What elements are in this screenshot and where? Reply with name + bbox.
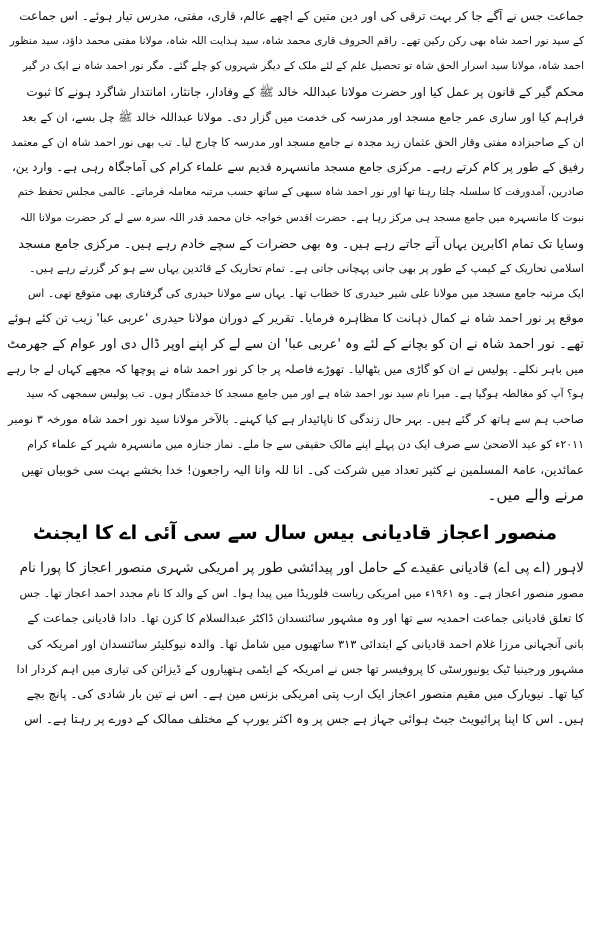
text-line: ایک مرتبہ جامع مسجد میں مولانا علی شیر حیدری کا خطاب تھا۔ یہاں سے مولانا حیدری کی گرفتاری بھی متوقع تھی۔ اس — [27, 287, 584, 301]
text-line: بانی آنجہانی مرزا غلام احمد قادیانی کے ابتدائی ۳۱۳ ساتھیوں میں شامل تھا۔ والدہ نیوکلیئر سائنسدان اور امریکہ کی — [27, 636, 584, 651]
text-line: عمائدین، عامۃ المسلمین نے کثیر تعداد میں شرکت کی۔ انا للہ وانا الیہ راجعون! خدا بخشے بہت سی خوبیاں تھیں — [21, 462, 584, 477]
text-line: احمد شاہ، مولانا سید اسرار الحق شاہ تو تحصیل علم کے لئے ملک کے دیگر شہروں کو چلے گئے۔ مگر نور احمد شاہ نے ایک در گیر — [22, 60, 584, 73]
text-line: فراہم کیا اور ساری عمر جامع مسجد اور مدرسہ کی خدمت میں گزار دی۔ مولانا عبداللہ خالد ﷺ چل بسے، ان کے بعد — [21, 109, 584, 124]
text-line: صاحب ہم سے ہاتھ کر گئے ہیں۔ بہر حال زندگی کا ناپائیدار ہے کیا کہنے۔ بالآخر مولانا سید نور احمد شاہ مورخہ ۳ نومبر — [7, 412, 584, 427]
text-line: مشہور ورجینیا ٹیک یونیورسٹی کا پروفیسر تھا جس نے امریکہ کے ایٹمی ہتھیاروں کے ڈیزائن کی تیاری میں اہم کردار ادا — [16, 661, 584, 676]
text-line: کا تعلق قادیانی جماعت احمدیہ سے تھا اور وہ مشہور سائنسدان ڈاکٹر عبدالسلام کا کزن تھا۔ دادا قادیانی جماعت کے — [27, 611, 584, 626]
text-line: ہو؟ آپ کو مغالطہ ہوگیا ہے۔ میرا نام سید نور احمد شاہ ہے اور میں جامع مسجد کا خدمتگار ہوں۔ تب پولیس سمجھی کہ سید — [26, 388, 584, 401]
text-line: لاہور (اے پی اے) قادیانی عقیدے کے حامل اور پیدائشی طور پر امریکی شہری منصور اعجاز کا پورا نام — [19, 560, 584, 577]
text-line: ہیں۔ اس کا اپنا پرائیویٹ جیٹ ہوائی جہاز ہے جس پر وہ اکثر یورپ کے مختلف ممالک کے دورے پر رہتا ہے۔ اس — [24, 712, 584, 727]
text-line: وسایا تک تمام اکابرین یہاں آتے جاتے رہے ہیں۔ وہ بھی حضرات کے سچے خادم رہے ہیں۔ مرکزی جامع مسجد — [18, 235, 584, 251]
article-headline: منصور اعجاز قادیانی بیس سال سے سی آئی اے کا ایجنٹ — [32, 522, 558, 545]
newspaper-page — [6, 4, 584, 944]
text-line: محکم گیر کے قانون پر عمل کیا اور حضرت مولانا عبداللہ خالد ﷺ کے وفادار، جانثار، امانتدار شاگرد ہونے کا ثبوت — [26, 84, 584, 99]
text-line: موقع پر نور احمد شاہ نے کمال ذہانت کا مظاہرہ فرمایا۔ تقریر کے دوران مولانا حیدری 'عربی عبا' زیب تن کئے ہوئے — [7, 311, 584, 326]
text-line: رفیق کے طور پر کام کرتے رہے۔ مرکزی جامع مسجد مانسہرہ قدیم سے علماء کرام کی آماجگاہ رہی ہے۔ وارد ین، — [11, 160, 584, 175]
text-line: اسلامی تحاریک کے کیمپ کے طور پر بھی جانی پہچانی جاتی ہے۔ تمام تحاریک کے قائدین یہاں سے ہو کر گزرتے رہے ہیں۔ — [29, 262, 584, 276]
text-line: مصور منصور اعجاز ہے۔ وہ ۱۹۶۱ء میں امریکی ریاست فلوریڈا میں پیدا ہوا۔ اس کے والد کا نام مجدد احمد اعجاز تھا۔ جس — [19, 587, 584, 601]
text-line: نبوت کا مانسہرہ میں جامع مسجد ہی مرکز رہا ہے۔ حضرت اقدس خواجہ خان محمد قدر اللہ سرہ سے لے کر حضرت مولانا اللہ — [19, 211, 584, 224]
text-line: جماعت جس نے آگے جا کر بہت ترقی کی اور دین متین کے اچھے عالم، قاری، مفتی، مدرس تیار ہوئے۔ اس جماعت — [19, 9, 584, 23]
text-line: کے سید نور احمد شاہ بھی رکن رکین تھے۔ راقم الحروف قاری محمد شاہ، سید ہدایت اللہ شاہ، مولانا مفتی محمد داؤد، سید منظور — [9, 35, 584, 48]
text-line: میں باہر نکلے۔ پولیس نے ان کو گاڑی میں بٹھالیا۔ تھوڑے فاصلہ پر جا کر نور احمد شاہ نے پوچھا کہ مجھے کہاں لے جا رہے — [6, 361, 584, 376]
article-obituary-body — [6, 4, 584, 508]
article-news-body — [6, 556, 584, 732]
text-line: ۲۰۱۱ء کو عید الاضحیٰ سے صرف ایک دن پہلے اپنے مالک حقیقی سے جا ملے۔ نماز جنازہ میں مانسہرہ شہر کے علماء کرام — [27, 438, 584, 452]
text-line: تھے۔ نور احمد شاہ نے ان کو بچانے کے لئے وہ 'عربی عبا' ان سے لے کر اپنے اوپر ڈال دی اور عوام کے جھرمٹ — [7, 336, 584, 352]
text-line: کیا تھا۔ نیویارک میں مقیم منصور اعجاز ایک ارب پتی امریکی بزنس مین ہے۔ اس نے تین بار شادی کی۔ پانچ بچے — [26, 687, 584, 702]
text-line: ان کے صاحبزادہ مفتی وقار الحق عثمان زید مجدہ نے جامع مسجد اور مدرسہ کا چارج لیا۔ تب بھی نور احمد شاہ ان کے معتمد — [11, 136, 584, 150]
text-line: مرنے والے میں۔ — [487, 485, 584, 504]
text-line: صادرین، آمدورفت کا سلسلہ چلتا رہتا تھا اور نور احمد شاہ سبھی کے ساتھ حسب مرتبہ معاملہ فرماتے۔ عالمی مجلس تحفظ ختم — [17, 186, 584, 199]
